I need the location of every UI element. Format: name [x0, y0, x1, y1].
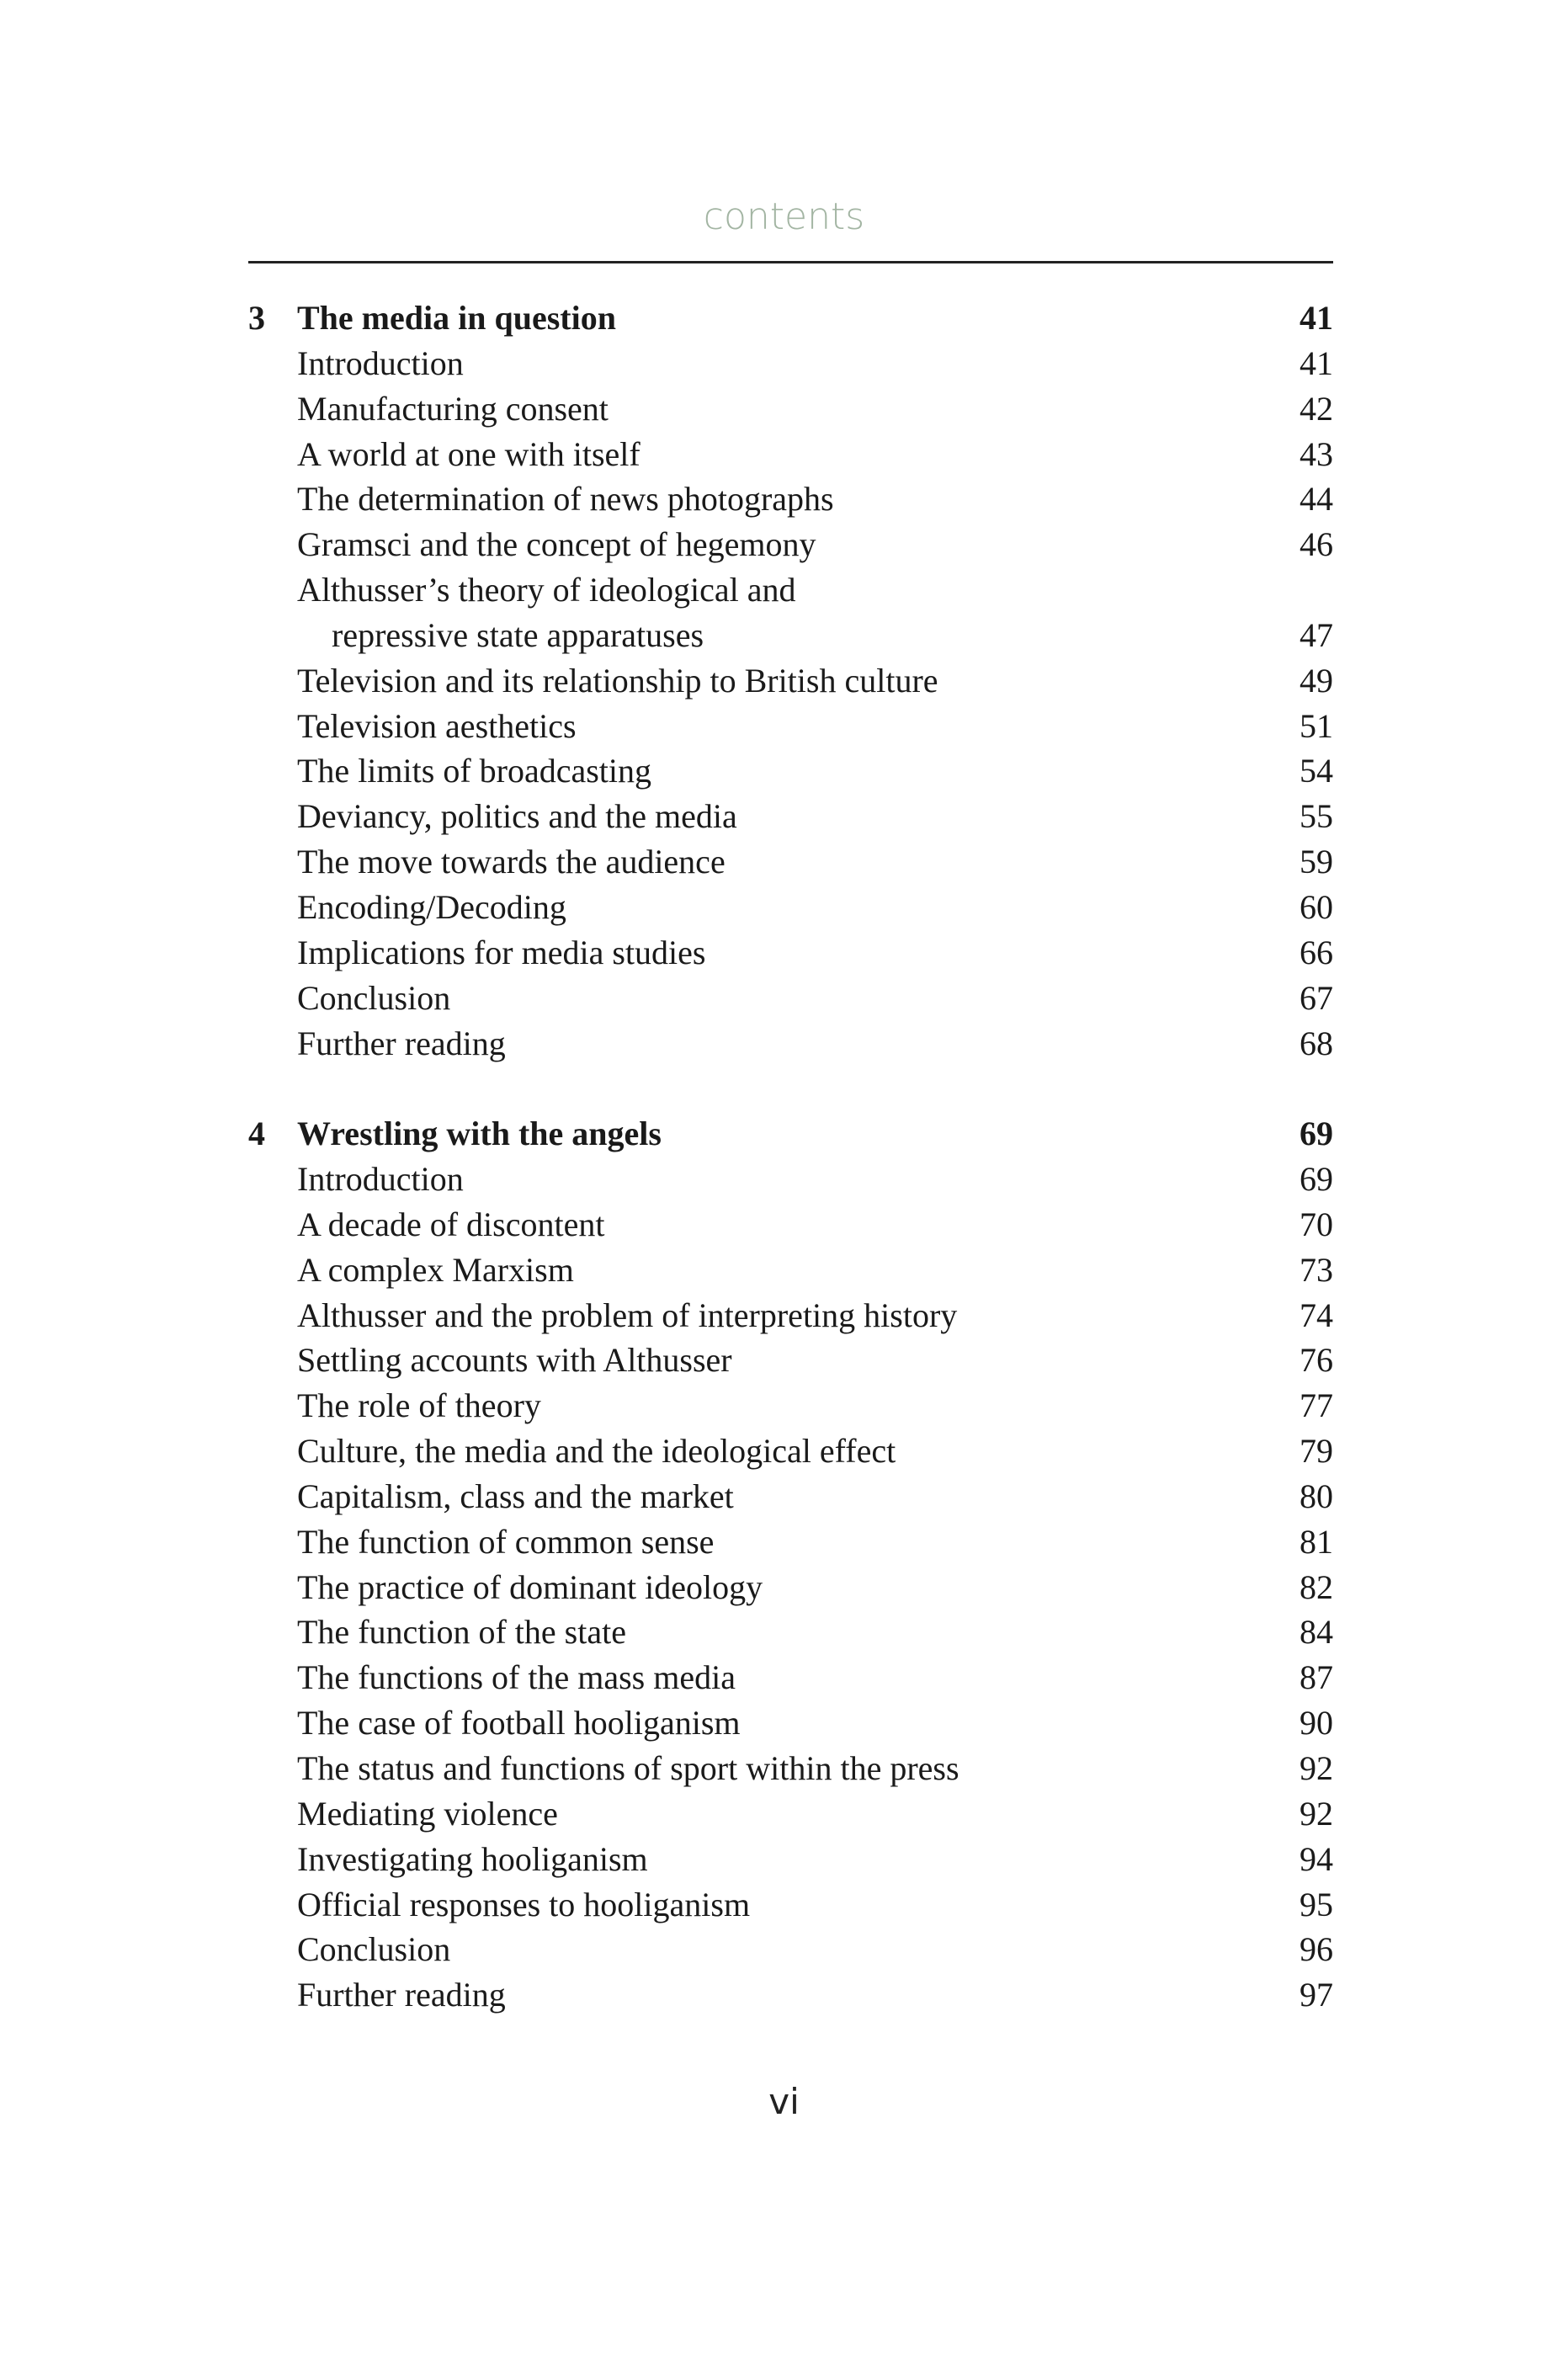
- toc-entry[interactable]: [248, 1746, 1333, 1791]
- entry-page: 73: [1300, 1250, 1333, 1289]
- chapter-page: 69: [1300, 1115, 1333, 1153]
- toc-entry[interactable]: [248, 1609, 1333, 1655]
- header-rule: [248, 261, 1333, 263]
- entry-title: Manufacturing consent: [297, 389, 609, 428]
- toc-entry[interactable]: [248, 1474, 1333, 1519]
- entry-title: Gramsci and the concept of hegemony: [297, 525, 816, 564]
- entry-page: 51: [1300, 706, 1333, 745]
- entry-page: 68: [1300, 1024, 1333, 1062]
- toc-entry[interactable]: [248, 976, 1333, 1021]
- toc-entry[interactable]: [248, 1837, 1333, 1882]
- entry-page: 54: [1300, 752, 1333, 790]
- entry-title: The practice of dominant ideology: [297, 1567, 763, 1606]
- entry-page: 42: [1300, 389, 1333, 428]
- toc-entry[interactable]: [248, 1338, 1333, 1383]
- entry-title: Investigating hooliganism: [297, 1839, 648, 1878]
- entry-title: The status and functions of sport within the press: [297, 1749, 959, 1787]
- entry-page: 84: [1300, 1613, 1333, 1652]
- entry-page: 74: [1300, 1296, 1333, 1334]
- chapter-number: 4: [248, 1115, 265, 1153]
- entry-page: 60: [1300, 887, 1333, 926]
- entry-page: 70: [1300, 1205, 1333, 1243]
- toc-entry[interactable]: [248, 1655, 1333, 1700]
- entry-page: 79: [1300, 1432, 1333, 1471]
- running-header: contents: [703, 195, 865, 238]
- entry-title: Television aesthetics: [297, 706, 577, 745]
- entry-page: 66: [1300, 933, 1333, 971]
- toc-entry[interactable]: [248, 1248, 1333, 1293]
- toc-entry[interactable]: [248, 522, 1333, 567]
- chapter-title: Wrestling with the angels: [297, 1115, 662, 1153]
- entry-title: Althusser and the problem of interpreting history: [297, 1296, 958, 1334]
- entry-page: 96: [1300, 1930, 1333, 1969]
- entry-title-continuation: repressive state apparatuses: [332, 615, 704, 654]
- entry-title: Mediating violence: [297, 1794, 558, 1833]
- entry-title: Conclusion: [297, 1930, 451, 1969]
- entry-title: Further reading: [297, 1024, 506, 1062]
- page-number: vi: [768, 2081, 800, 2122]
- entry-title: The function of the state: [297, 1613, 626, 1652]
- entry-page: 77: [1300, 1386, 1333, 1425]
- entry-page: 67: [1300, 978, 1333, 1017]
- toc-entry[interactable]: [248, 1791, 1333, 1837]
- entry-title: Settling accounts with Althusser: [297, 1341, 732, 1380]
- entry-page: 92: [1300, 1749, 1333, 1787]
- entry-title: Television and its relationship to British culture: [297, 661, 938, 700]
- entry-title: Encoding/Decoding: [297, 887, 566, 926]
- entry-title: Althusser’s theory of ideological and: [297, 571, 796, 609]
- toc-entry-continuation[interactable]: [248, 613, 1333, 658]
- toc-entry[interactable]: [248, 432, 1333, 477]
- entry-page: 43: [1300, 434, 1333, 473]
- toc-entry[interactable]: [248, 341, 1333, 386]
- entry-title: A complex Marxism: [297, 1250, 574, 1289]
- entry-title: Implications for media studies: [297, 933, 706, 971]
- entry-page: 47: [1300, 615, 1333, 654]
- toc-entry[interactable]: [248, 1293, 1333, 1338]
- toc-entry[interactable]: [248, 1565, 1333, 1610]
- entry-page: 46: [1300, 525, 1333, 564]
- toc-entry[interactable]: [248, 748, 1333, 794]
- entry-title: Introduction: [297, 1160, 464, 1199]
- entry-page: 41: [1300, 343, 1333, 382]
- chapter-heading[interactable]: [248, 1111, 1333, 1157]
- toc-entry[interactable]: [248, 1021, 1333, 1067]
- entry-page: 80: [1300, 1476, 1333, 1515]
- entry-title: Conclusion: [297, 978, 451, 1017]
- entry-page: 49: [1300, 661, 1333, 700]
- entry-page: 92: [1300, 1794, 1333, 1833]
- entry-title: Culture, the media and the ideological effect: [297, 1432, 896, 1471]
- toc-entry[interactable]: [248, 930, 1333, 976]
- toc-entry[interactable]: [248, 1429, 1333, 1474]
- toc-entry[interactable]: [248, 476, 1333, 522]
- entry-page: 55: [1300, 797, 1333, 836]
- entry-title: The function of common sense: [297, 1522, 715, 1561]
- entry-title: The limits of broadcasting: [297, 752, 652, 790]
- toc-entry[interactable]: [248, 1927, 1333, 1972]
- chapter-heading[interactable]: [248, 295, 1333, 341]
- chapter-number: 3: [248, 299, 265, 337]
- entry-title: The role of theory: [297, 1386, 541, 1425]
- entry-page: 76: [1300, 1341, 1333, 1380]
- entry-title: Further reading: [297, 1976, 506, 2014]
- table-of-contents: [248, 295, 1333, 2018]
- entry-page: 97: [1300, 1976, 1333, 2014]
- chapter-page: 41: [1300, 299, 1333, 337]
- entry-title: The determination of news photographs: [297, 480, 834, 519]
- entry-title: The functions of the mass media: [297, 1658, 736, 1697]
- entry-title: The move towards the audience: [297, 843, 726, 881]
- toc-entry[interactable]: [248, 1700, 1333, 1746]
- toc-entry[interactable]: [248, 839, 1333, 885]
- entry-title: The case of football hooliganism: [297, 1704, 741, 1742]
- entry-title: Deviancy, politics and the media: [297, 797, 737, 836]
- toc-entry[interactable]: [248, 1882, 1333, 1928]
- entry-page: 87: [1300, 1658, 1333, 1697]
- toc-entry[interactable]: [248, 1972, 1333, 2018]
- entry-title: A world at one with itself: [297, 434, 640, 473]
- entry-page: 90: [1300, 1704, 1333, 1742]
- chapter-spacer: [248, 1066, 1333, 1111]
- entry-title: A decade of discontent: [297, 1205, 605, 1243]
- toc-entry[interactable]: [248, 1202, 1333, 1248]
- toc-entry[interactable]: [248, 704, 1333, 749]
- entry-page: 82: [1300, 1567, 1333, 1606]
- toc-entry[interactable]: [248, 1157, 1333, 1202]
- toc-entry[interactable]: [248, 658, 1333, 704]
- entry-page: 59: [1300, 843, 1333, 881]
- entry-title: Introduction: [297, 343, 464, 382]
- entry-page: 94: [1300, 1839, 1333, 1878]
- entry-page: 44: [1300, 480, 1333, 519]
- toc-entry[interactable]: [248, 386, 1333, 432]
- entry-page: 95: [1300, 1885, 1333, 1923]
- toc-entry[interactable]: [248, 885, 1333, 930]
- entry-title: Official responses to hooliganism: [297, 1885, 751, 1923]
- entry-page: 81: [1300, 1522, 1333, 1561]
- chapter-title: The media in question: [297, 299, 616, 337]
- toc-entry[interactable]: [248, 567, 1333, 613]
- entry-title: Capitalism, class and the market: [297, 1476, 734, 1515]
- entry-page: 69: [1300, 1160, 1333, 1199]
- toc-entry[interactable]: [248, 1383, 1333, 1429]
- toc-entry[interactable]: [248, 794, 1333, 839]
- toc-entry[interactable]: [248, 1519, 1333, 1565]
